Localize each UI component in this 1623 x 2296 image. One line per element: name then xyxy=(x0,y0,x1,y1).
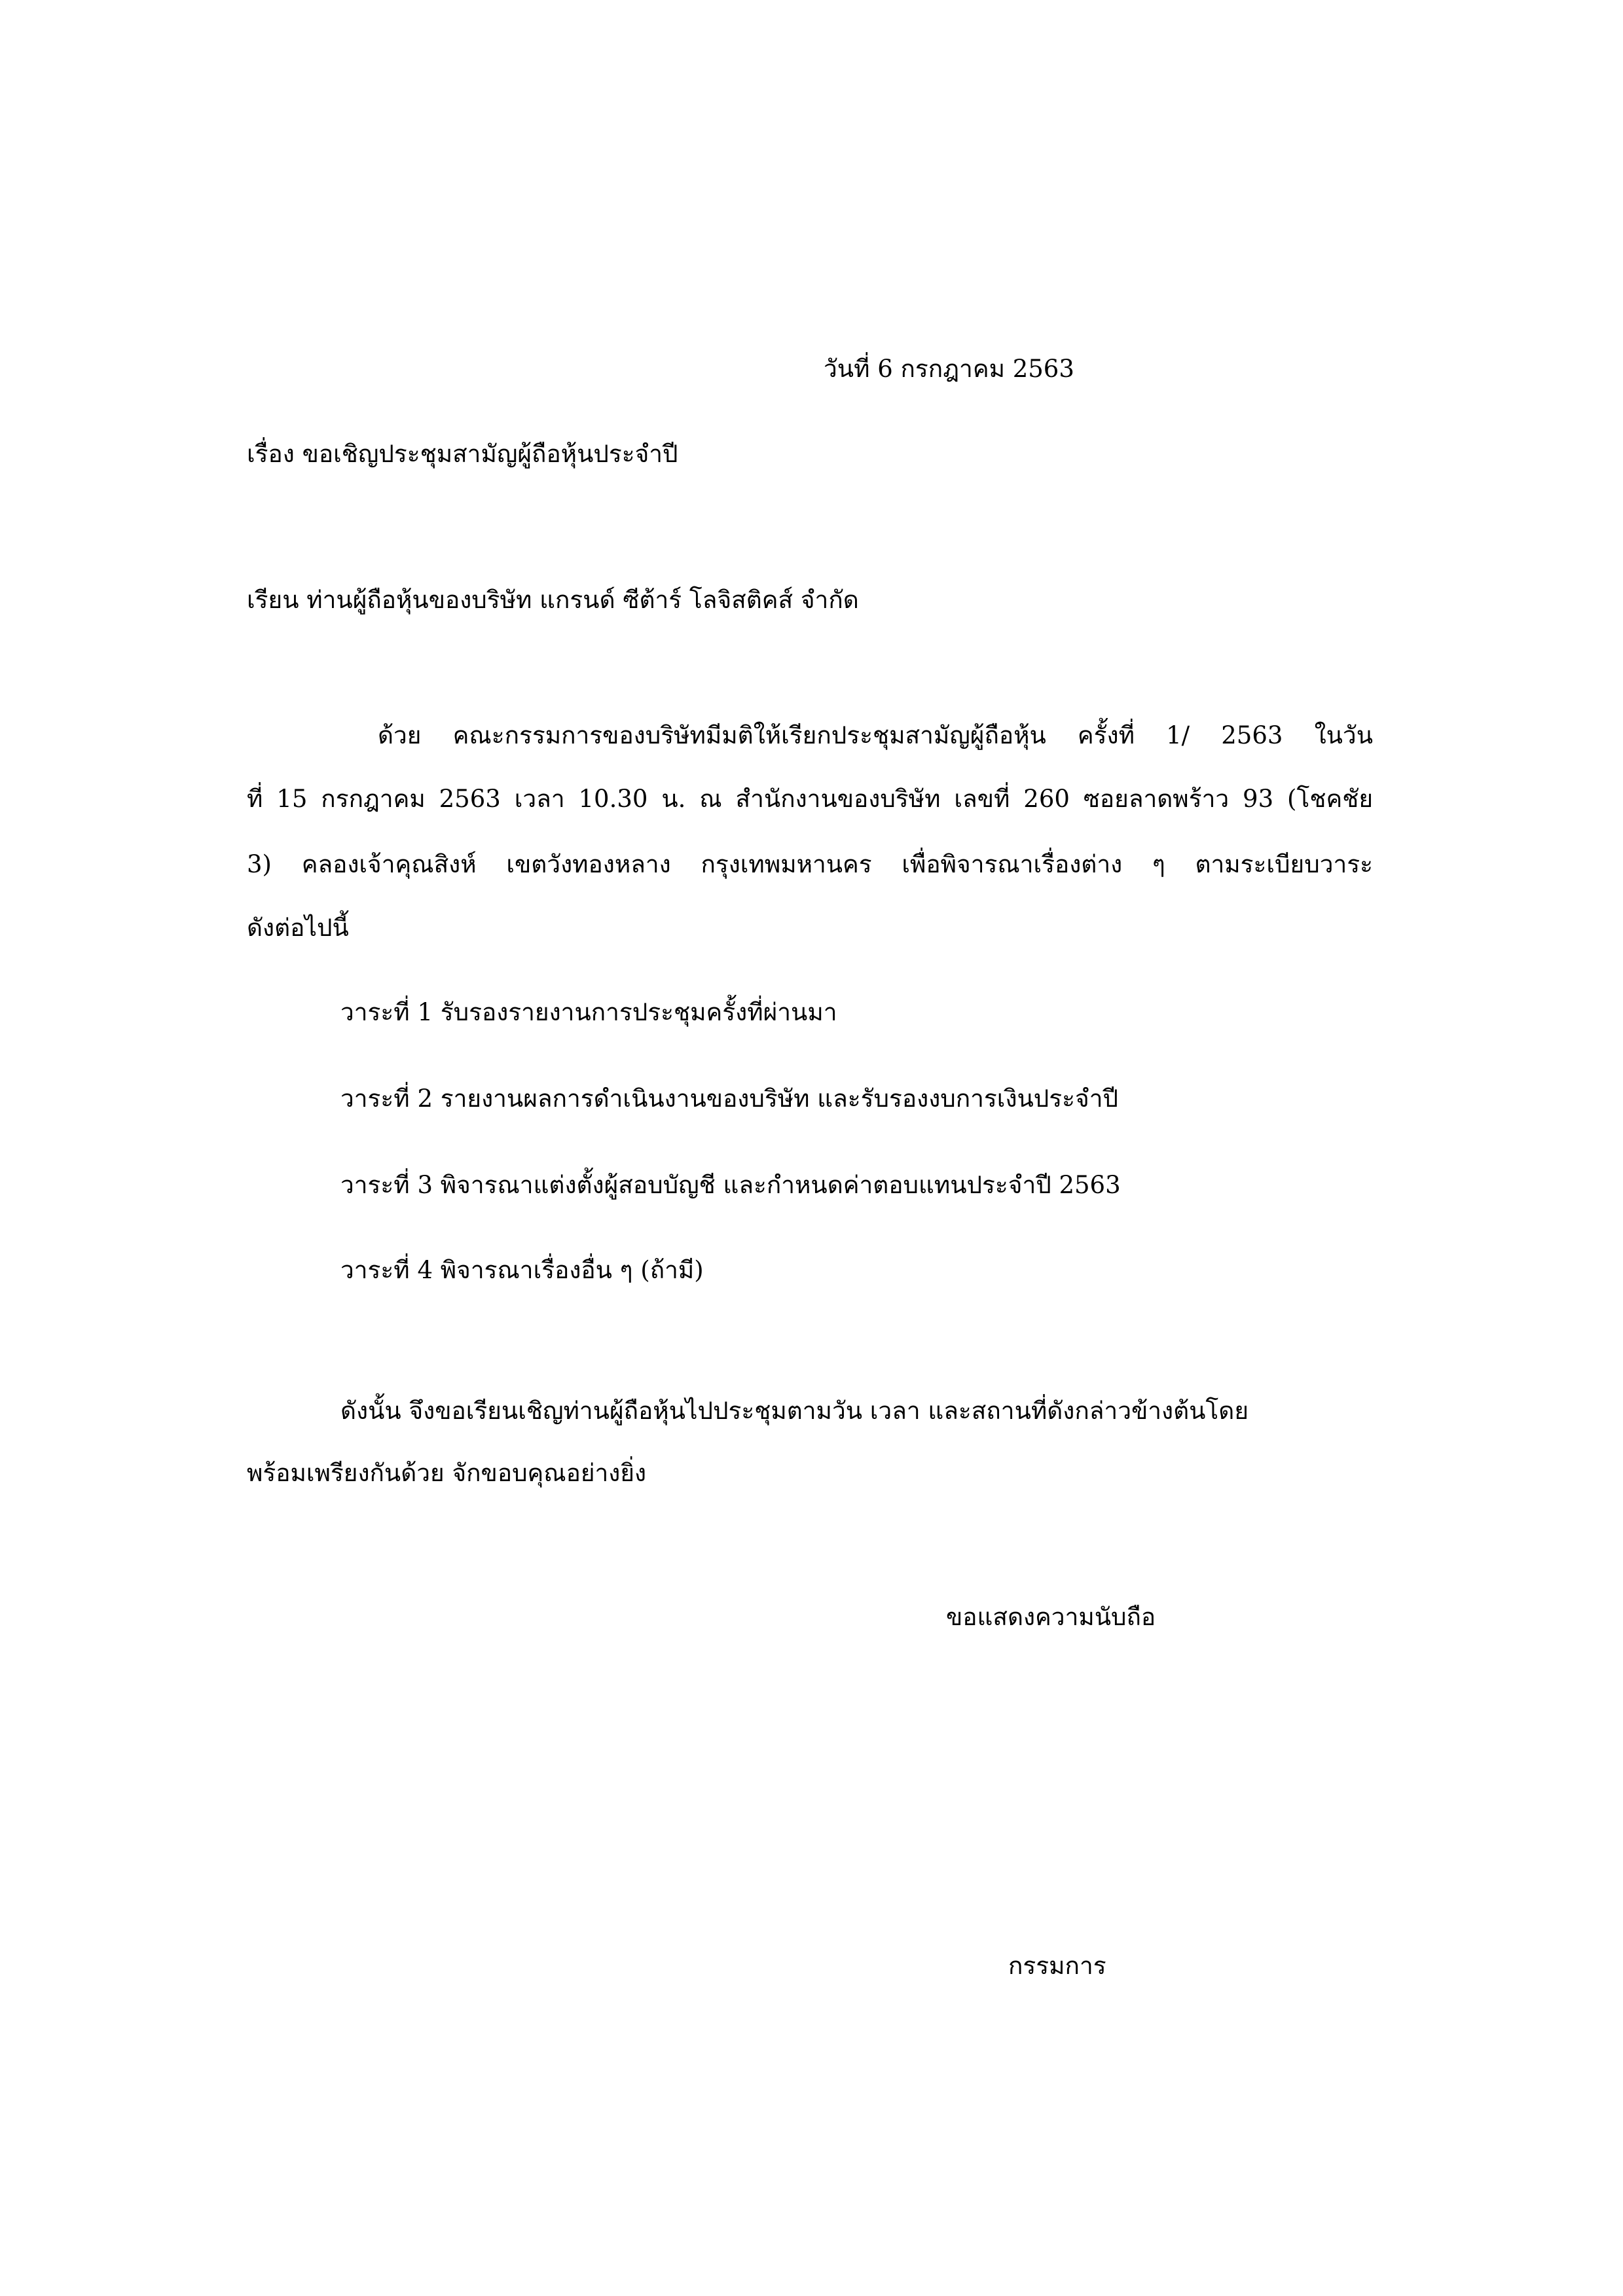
letter-closing: ขอแสดงความนับถือ xyxy=(946,1603,1156,1631)
paragraph-2-line-1: ดังนั้น จึงขอเรียนเชิญท่านผู้ถือหุ้นไปประชุมตามวัน เวลา และสถานที่ดังกล่าวข้างต้นโดย xyxy=(340,1397,1249,1425)
paragraph-1-line-3: 3) คลองเจ้าคุณสิงห์ เขตวังทองหลาง กรุงเทพมหานคร เพื่อพิจารณาเรื่องต่าง ๆ ตามระเบียบวาระ xyxy=(247,850,1373,878)
signer-title: กรรมการ xyxy=(1008,1952,1106,1980)
paragraph-2-line-2: พร้อมเพรียงกันด้วย จักขอบคุณอย่างยิ่ง xyxy=(247,1459,647,1487)
letter-salutation: เรียน ท่านผู้ถือหุ้นของบริษัท แกรนด์ ซีต้าร์ โลจิสติคส์ จำกัด xyxy=(247,586,859,614)
agenda-item-3: วาระที่ 3 พิจารณาแต่งตั้งผู้สอบบัญชี และกำหนดค่าตอบแทนประจำปี 2563 xyxy=(340,1171,1121,1199)
paragraph-1-line-4: ดังต่อไปนี้ xyxy=(247,914,349,942)
agenda-item-2: วาระที่ 2 รายงานผลการดำเนินงานของบริษัท และรับรองงบการเงินประจำปี xyxy=(340,1085,1118,1113)
letter-subject: เรื่อง ขอเชิญประชุมสามัญผู้ถือหุ้นประจำปี xyxy=(247,440,678,468)
letter-date: วันที่ 6 กรกฎาคม 2563 xyxy=(824,355,1074,383)
paragraph-1-line-1: ด้วย คณะกรรมการของบริษัทมีมติให้เรียกประชุมสามัญผู้ถือหุ้น ครั้งที่ 1/ 2563 ในวัน xyxy=(378,721,1373,749)
agenda-item-4: วาระที่ 4 พิจารณาเรื่องอื่น ๆ (ถ้ามี) xyxy=(340,1256,704,1284)
paragraph-1-line-2: ที่ 15 กรกฎาคม 2563 เวลา 10.30 น. ณ สำนักงานของบริษัท เลขที่ 260 ซอยลาดพร้าว 93 (โชคชัย xyxy=(247,785,1373,813)
agenda-item-1: วาระที่ 1 รับรองรายงานการประชุมครั้งที่ผ่านมา xyxy=(340,998,837,1026)
